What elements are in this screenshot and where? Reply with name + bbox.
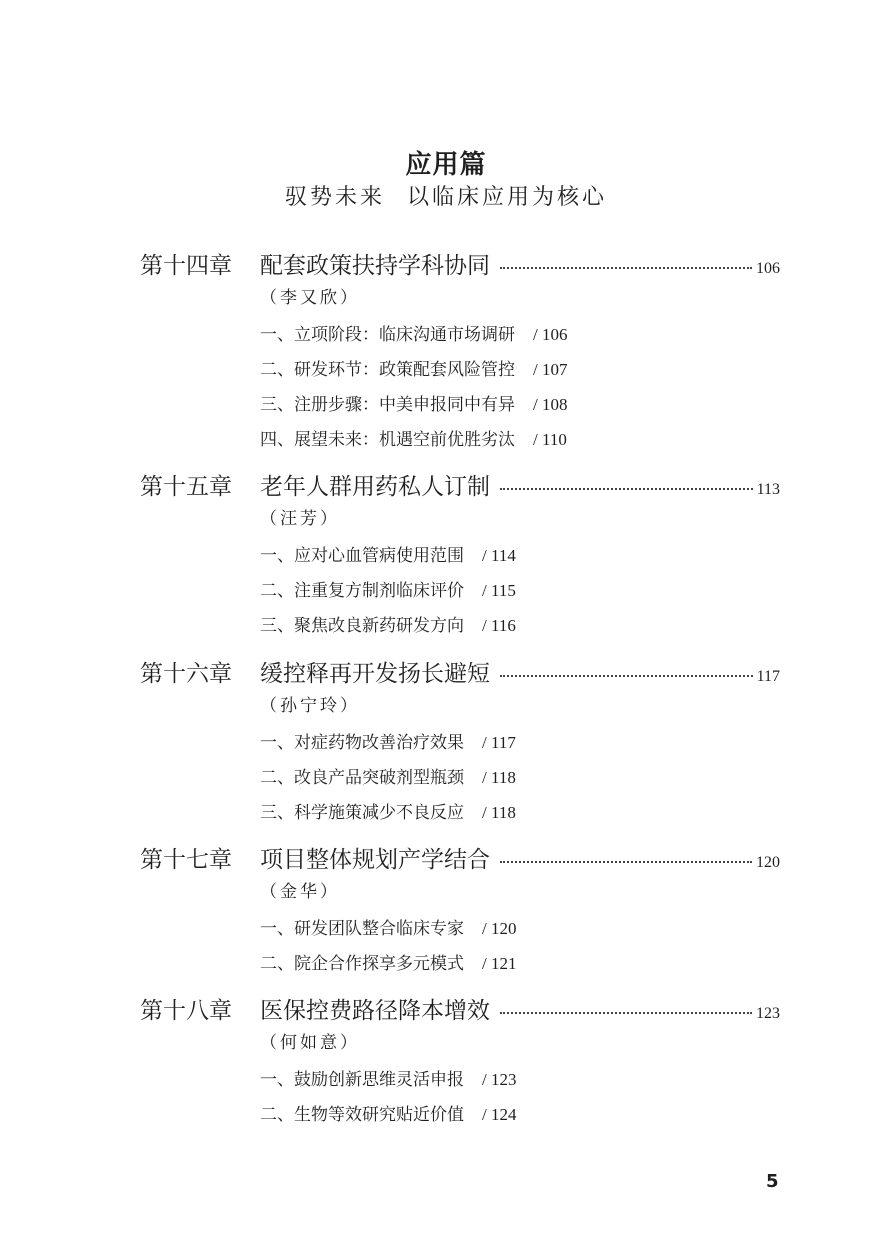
section-item[interactable]: [260, 360, 567, 395]
chapter-title: 缓控释再开发扬长避短: [260, 661, 490, 687]
chapter-number: 第十四章: [140, 253, 232, 279]
subtitle-part-2: 以临床应用为核心: [407, 185, 608, 210]
section-item[interactable]: [260, 768, 516, 803]
chapter-title: 项目整体规划产学结合: [260, 847, 490, 873]
section-page: / 108: [533, 395, 568, 414]
section-page: / 106: [533, 325, 568, 344]
section-list: [260, 1070, 516, 1140]
chapter-heading[interactable]: [140, 841, 780, 875]
section-list: [260, 546, 516, 651]
section-page: / 118: [482, 803, 516, 822]
leader-dots: [500, 1012, 752, 1014]
section-page: / 121: [482, 954, 517, 973]
section-item[interactable]: [260, 325, 567, 360]
section-page: / 123: [482, 1070, 517, 1089]
section-title: 一、对症药物改善治疗效果: [260, 733, 464, 753]
section-title: 二、改良产品突破剂型瓶颈: [260, 768, 464, 788]
section-page: / 115: [482, 581, 516, 600]
section-page: / 107: [533, 360, 568, 379]
section-item[interactable]: [260, 395, 567, 430]
chapter-author: （李又欣）: [260, 288, 360, 308]
section-item[interactable]: [260, 1105, 516, 1140]
section-item[interactable]: [260, 803, 516, 838]
chapter-heading[interactable]: [140, 655, 780, 689]
section-page: / 110: [533, 430, 567, 449]
section-title: 一、应对心血管病使用范围: [260, 546, 464, 566]
section-title: 一、立项阶段：临床沟通市场调研: [260, 325, 515, 345]
chapter-page: 123: [756, 1005, 780, 1022]
section-page: / 114: [482, 546, 516, 565]
section-page: / 124: [482, 1105, 517, 1124]
page-number: 5: [766, 1171, 779, 1192]
section-page: / 120: [482, 919, 517, 938]
section-page: / 117: [482, 733, 516, 752]
section-title: 二、生物等效研究贴近价值: [260, 1105, 464, 1125]
leader-dots: [500, 675, 753, 677]
section-title: 四、展望未来：机遇空前优胜劣汰: [260, 430, 515, 450]
leader-dots: [500, 488, 753, 490]
part-subtitle: [0, 180, 892, 211]
section-item[interactable]: [260, 430, 567, 465]
section-list: [260, 733, 516, 838]
section-title: 二、院企合作探享多元模式: [260, 954, 464, 974]
chapter-page: 120: [756, 854, 780, 871]
section-title: 三、科学施策减少不良反应: [260, 803, 464, 823]
chapter-title: 配套政策扶持学科协同: [260, 253, 490, 279]
chapter-page: 113: [756, 481, 780, 498]
leader-dots: [500, 861, 752, 863]
chapter-number: 第十五章: [140, 474, 232, 500]
chapter-number: 第十八章: [140, 998, 232, 1024]
leader-dots: [500, 267, 752, 269]
section-title: 一、鼓励创新思维灵活申报: [260, 1070, 464, 1090]
section-item[interactable]: [260, 733, 516, 768]
chapter-number: 第十七章: [140, 847, 232, 873]
section-list: [260, 325, 567, 465]
subtitle-part-1: 驭势未来: [284, 185, 385, 210]
section-item[interactable]: [260, 546, 516, 581]
section-item[interactable]: [260, 919, 516, 954]
section-page: / 116: [482, 616, 516, 635]
chapter-number: 第十六章: [140, 661, 232, 687]
section-title: 二、注重复方制剂临床评价: [260, 581, 464, 601]
chapter-page: 117: [756, 668, 780, 685]
chapter-author: （金华）: [260, 882, 340, 902]
part-title: 应用篇: [405, 150, 487, 180]
section-item[interactable]: [260, 616, 516, 651]
section-title: 三、聚焦改良新药研发方向: [260, 616, 464, 636]
section-list: [260, 919, 516, 989]
chapter-author: （孙宁玲）: [260, 696, 360, 716]
chapter-author: （汪芳）: [260, 509, 340, 529]
section-item[interactable]: [260, 581, 516, 616]
chapter-heading[interactable]: [140, 992, 780, 1026]
section-title: 三、注册步骤：中美申报同中有异: [260, 395, 515, 415]
section-title: 一、研发团队整合临床专家: [260, 919, 464, 939]
chapter-page: 106: [756, 260, 780, 277]
chapter-author: （何如意）: [260, 1033, 360, 1053]
section-page: / 118: [482, 768, 516, 787]
section-title: 二、研发环节：政策配套风险管控: [260, 360, 515, 380]
chapter-heading[interactable]: [140, 247, 780, 281]
section-item[interactable]: [260, 954, 516, 989]
chapter-title: 医保控费路径降本增效: [260, 998, 490, 1024]
chapter-heading[interactable]: [140, 468, 780, 502]
section-item[interactable]: [260, 1070, 516, 1105]
chapter-title: 老年人群用药私人订制: [260, 474, 490, 500]
